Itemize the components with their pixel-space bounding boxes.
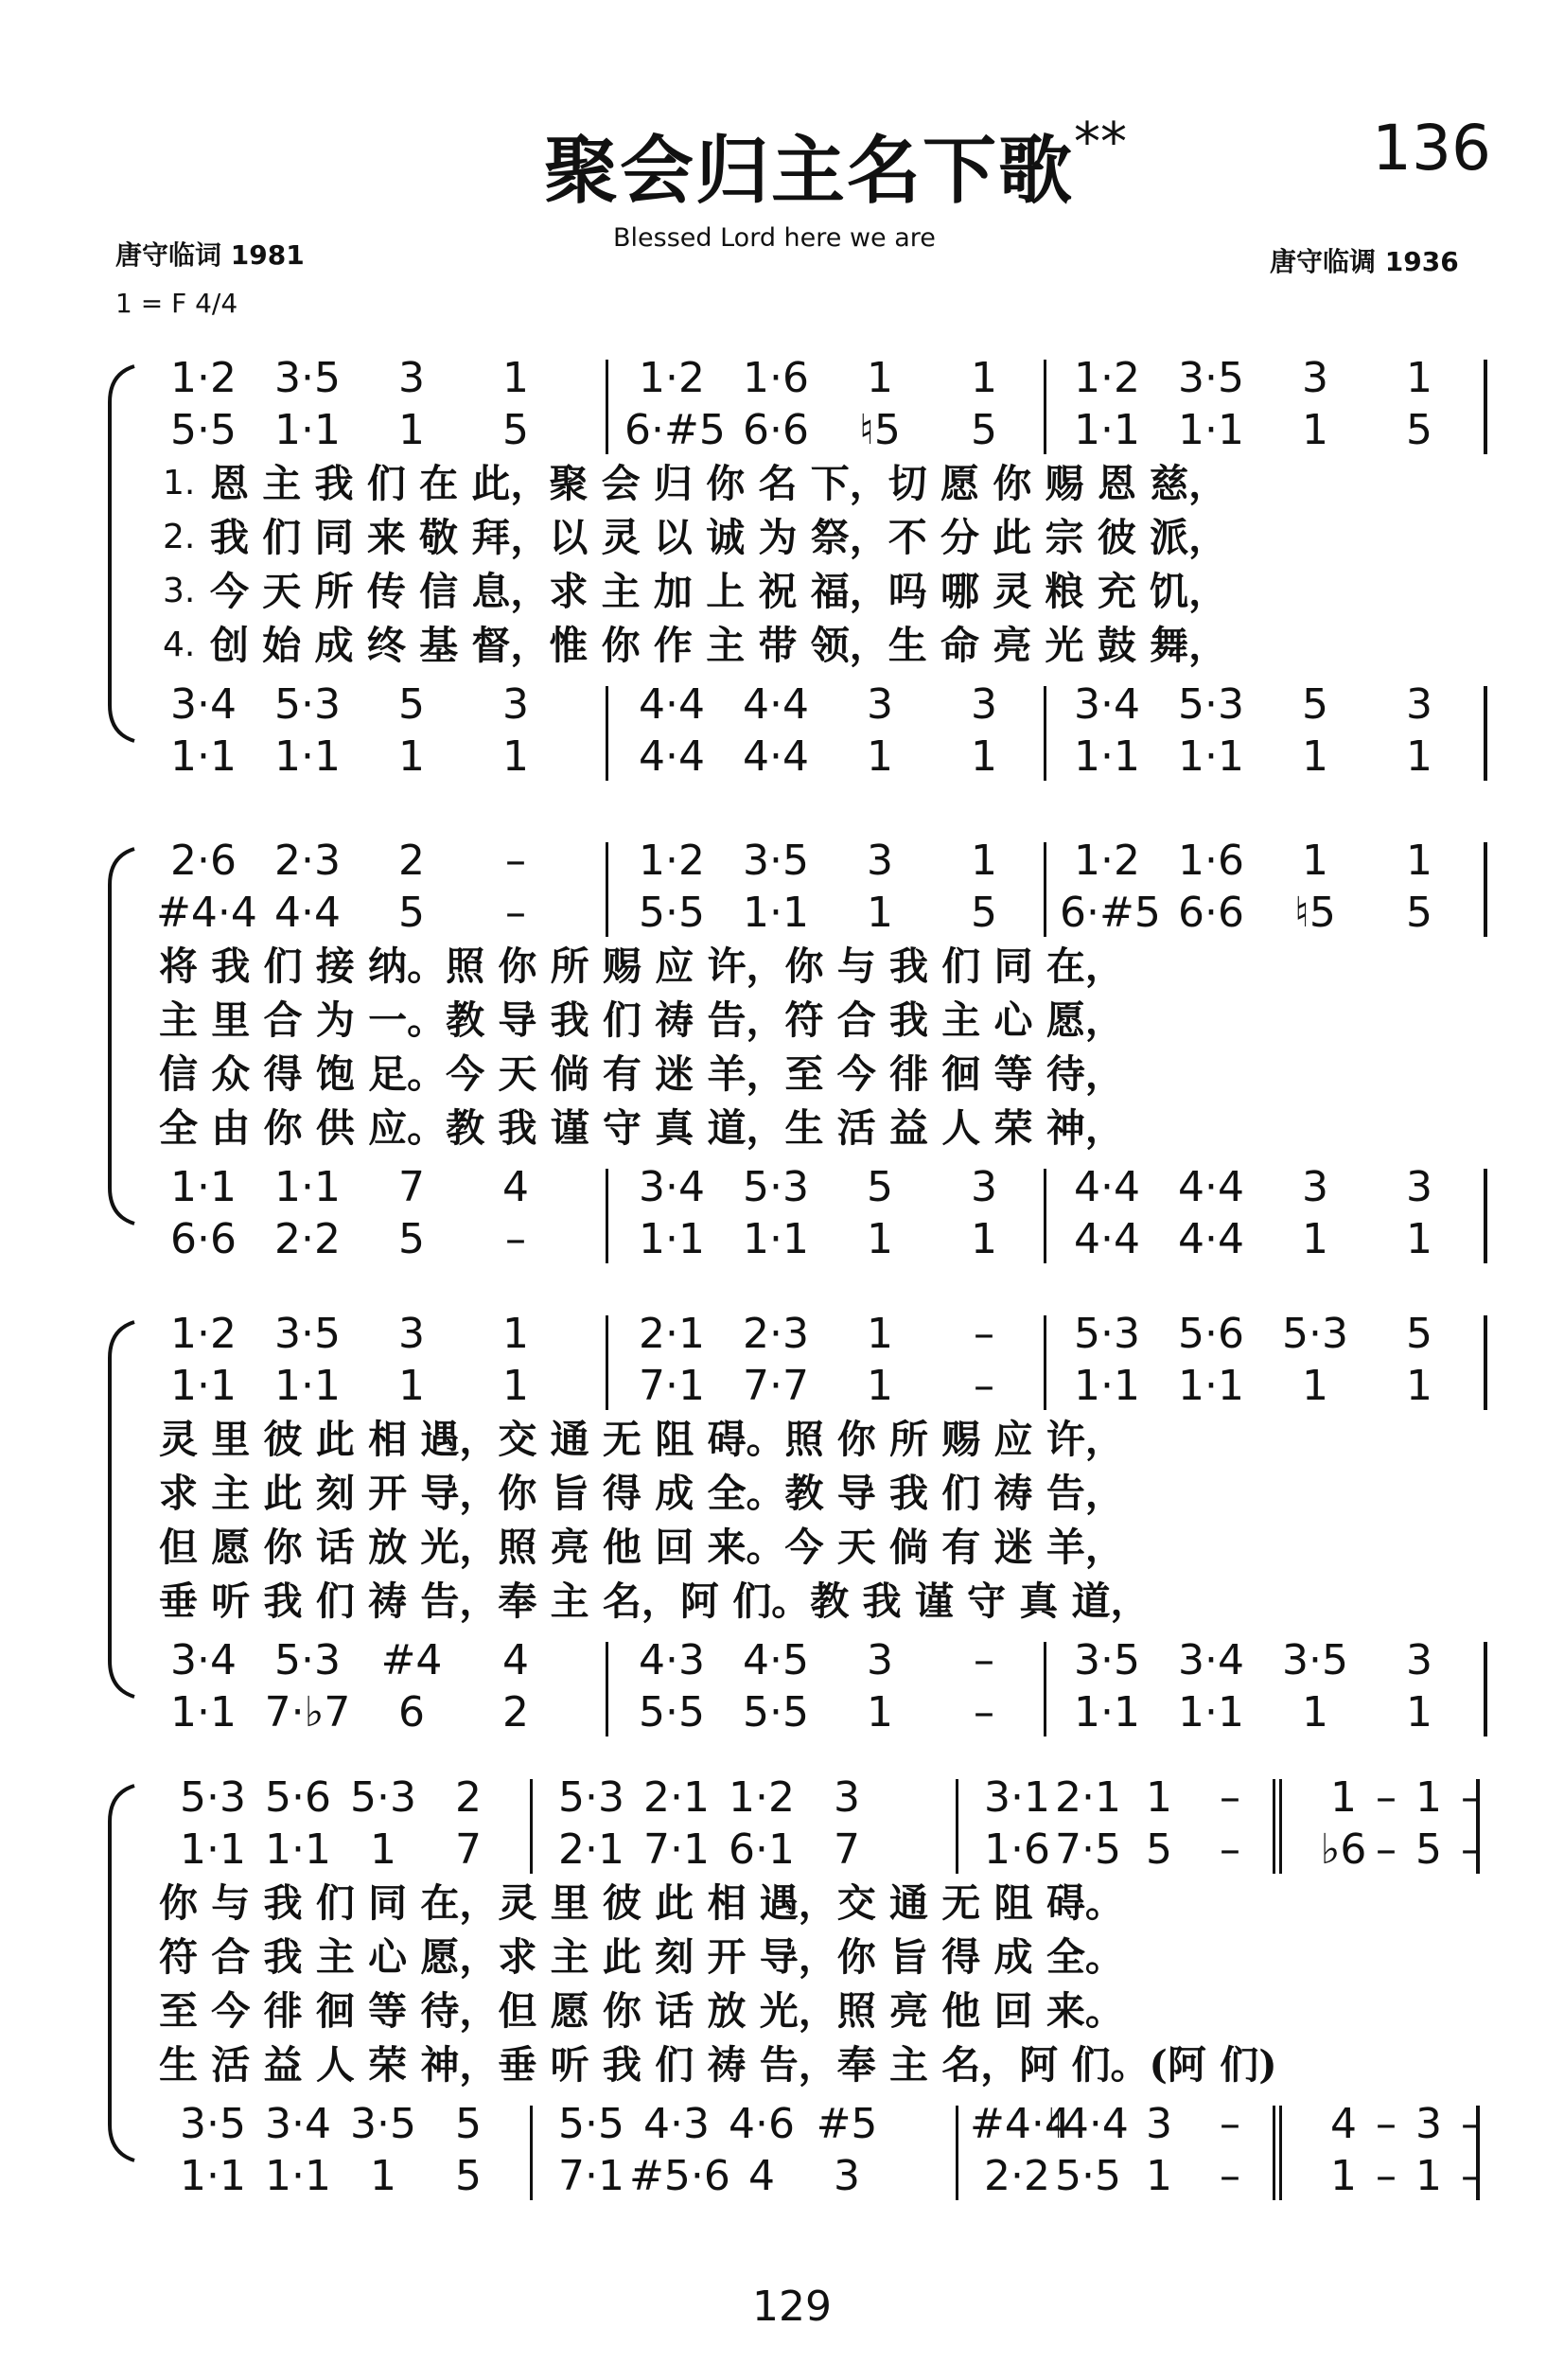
- note: 5·5: [639, 889, 705, 937]
- note: 1: [867, 354, 893, 402]
- lyric-line: 但 愿 你 话 放 光，照 亮 他 回 来。今 天 倘 有 迷 羊，: [159, 1525, 1124, 1570]
- note: 3: [502, 680, 529, 729]
- note: 2·6: [170, 837, 237, 885]
- note: –: [1376, 1825, 1397, 1874]
- note: 1: [1302, 1215, 1328, 1263]
- note: 3·4: [170, 1636, 237, 1684]
- note: 3: [398, 1310, 425, 1358]
- note: 7: [398, 1163, 425, 1211]
- lyric-line: 今 天 所 传 信 息，求 主 加 上 祝 福，吗 哪 灵 粮 充 饥，: [210, 569, 1228, 614]
- note: 3: [834, 1773, 860, 1822]
- key-signature: 1 = F 4/4: [115, 288, 238, 319]
- note: 1: [1406, 1362, 1432, 1410]
- lyric-line: 主 里 合 为 一。教 导 我 们 祷 告，符 合 我 主 心 愿，: [159, 997, 1124, 1043]
- note: 1: [502, 732, 529, 781]
- note: 1: [1330, 1773, 1357, 1822]
- voice-part-row: [0, 1826, 1564, 1874]
- note: 3: [834, 2152, 860, 2200]
- note: 1: [370, 2152, 396, 2200]
- note: 1: [971, 732, 997, 781]
- note: 1: [1406, 732, 1432, 781]
- voice-part-row: [0, 1216, 1564, 1263]
- note: 1: [1302, 1688, 1328, 1737]
- note: 7·7: [743, 1362, 809, 1410]
- hymn-number: 136: [1372, 112, 1491, 185]
- note: 1·1: [274, 1362, 341, 1410]
- note: 1·1: [743, 1215, 809, 1263]
- note: 5·5: [170, 406, 237, 454]
- note: 5: [1415, 1825, 1442, 1874]
- voice-part-row: [0, 837, 1564, 885]
- note: 7·5: [1055, 1825, 1121, 1874]
- note: –: [974, 1636, 994, 1684]
- note: 2·3: [743, 1310, 809, 1358]
- note: –: [1461, 1825, 1482, 1874]
- voice-part-row: [0, 1637, 1564, 1684]
- note: 6·#5: [624, 406, 726, 454]
- note: 1: [1406, 354, 1432, 402]
- note: ♭6: [1320, 1825, 1367, 1874]
- note: 4: [502, 1636, 529, 1684]
- verse-number: 2.: [163, 518, 196, 556]
- note: 1·1: [1178, 1362, 1244, 1410]
- note: 1·2: [639, 354, 705, 402]
- note: 1·1: [743, 889, 809, 937]
- voice-part-row: [0, 355, 1564, 402]
- composer-credit: 唐守临调 1936: [1270, 246, 1459, 277]
- note: 7·1: [643, 1825, 710, 1874]
- lyric-line: 你 与 我 们 同 在，灵 里 彼 此 相 遇，交 通 无 阻 碍。: [159, 1880, 1124, 1926]
- note: 5: [1406, 1310, 1432, 1358]
- note: –: [974, 1688, 994, 1737]
- note: 1: [1302, 837, 1328, 885]
- note: 1·2: [170, 354, 237, 402]
- note: 1·1: [180, 2152, 246, 2200]
- note: 1·1: [170, 1163, 237, 1211]
- note: 1: [867, 1362, 893, 1410]
- note: 3: [867, 680, 893, 729]
- note: 1: [1406, 1215, 1432, 1263]
- note: –: [505, 837, 526, 885]
- note: 1·1: [274, 1163, 341, 1211]
- note: 1: [867, 1310, 893, 1358]
- note: ♮4·4: [1047, 2100, 1129, 2148]
- note: 1: [971, 1215, 997, 1263]
- note: 1·1: [1074, 732, 1140, 781]
- note: 3·5: [180, 2100, 246, 2148]
- note: 1·2: [729, 1773, 795, 1822]
- note: 3·5: [274, 354, 341, 402]
- note: –: [974, 1310, 994, 1358]
- music-system: [0, 355, 1564, 800]
- lyric-line: 将 我 们 接 纳。照 你 所 赐 应 许，你 与 我 们 同 在，: [159, 943, 1124, 989]
- note: 2: [455, 1773, 482, 1822]
- note: 4·5: [743, 1636, 809, 1684]
- note: 5·5: [1055, 2152, 1121, 2200]
- note: 4·6: [729, 2100, 795, 2148]
- note: 1·1: [1074, 1362, 1140, 1410]
- note: 3·4: [1074, 680, 1140, 729]
- note: –: [1220, 1825, 1240, 1874]
- lyric-line: 灵 里 彼 此 相 遇，交 通 无 阻 碍。照 你 所 赐 应 许，: [159, 1417, 1124, 1462]
- note: 5: [1302, 680, 1328, 729]
- note: 1·1: [1074, 1688, 1140, 1737]
- note: 4·4: [743, 732, 809, 781]
- note: 2: [398, 837, 425, 885]
- voice-part-row: [0, 1774, 1564, 1822]
- voice-part-row: [0, 1164, 1564, 1211]
- note: –: [1220, 2100, 1240, 2148]
- voice-part-row: [0, 2101, 1564, 2148]
- note: 5: [971, 889, 997, 937]
- hymn-title: 聚会归主名下歌: [544, 128, 1075, 214]
- note: 1·1: [1178, 406, 1244, 454]
- note: 5: [971, 406, 997, 454]
- note: 7: [455, 1825, 482, 1874]
- note: 1·1: [265, 2152, 331, 2200]
- note: 3·5: [743, 837, 809, 885]
- note: 3: [1146, 2100, 1172, 2148]
- note: 1: [1302, 1362, 1328, 1410]
- note: 1: [867, 1688, 893, 1737]
- note: 5·3: [274, 1636, 341, 1684]
- note: ♮5: [1294, 889, 1336, 937]
- note: 3·5: [350, 2100, 416, 2148]
- note: 4·3: [643, 2100, 710, 2148]
- note: 1: [867, 1215, 893, 1263]
- note: 3·5: [1178, 354, 1244, 402]
- note: 3·5: [1074, 1636, 1140, 1684]
- note: 5: [867, 1163, 893, 1211]
- note: 3·4: [1178, 1636, 1244, 1684]
- note: 1: [502, 1310, 529, 1358]
- note: 3·4: [265, 2100, 331, 2148]
- note: 3: [971, 1163, 997, 1211]
- note: 5: [398, 680, 425, 729]
- note: –: [505, 889, 526, 937]
- note: 1: [1302, 406, 1328, 454]
- note: 5: [1406, 406, 1432, 454]
- note: 2·1: [558, 1825, 624, 1874]
- note: 3·5: [274, 1310, 341, 1358]
- lyric-line: 恩 主 我 们 在 此，聚 会 归 你 名 下，切 愿 你 赐 恩 慈，: [210, 461, 1228, 506]
- note: 4·4: [639, 680, 705, 729]
- note: 4·4: [743, 680, 809, 729]
- note: 1: [1406, 1688, 1432, 1737]
- note: 5·3: [1074, 1310, 1140, 1358]
- note: 1: [1415, 1773, 1442, 1822]
- note: 7: [834, 1825, 860, 1874]
- verse-number: 1.: [163, 464, 196, 502]
- note: 1: [398, 1362, 425, 1410]
- verse-number: 3.: [163, 572, 196, 610]
- note: 3: [1406, 1636, 1432, 1684]
- note: 1: [1415, 2152, 1442, 2200]
- note: 5·3: [180, 1773, 246, 1822]
- note: 5·3: [743, 1163, 809, 1211]
- note: 3: [1302, 354, 1328, 402]
- note: 1·2: [639, 837, 705, 885]
- note: 2·1: [1055, 1773, 1121, 1822]
- note: 2: [502, 1688, 529, 1737]
- note: 5·3: [274, 680, 341, 729]
- note: 4·4: [1074, 1215, 1140, 1263]
- note: 1·1: [170, 1688, 237, 1737]
- note: 5·5: [639, 1688, 705, 1737]
- note: 1: [1302, 732, 1328, 781]
- note: 3: [1406, 680, 1432, 729]
- voice-part-row: [0, 1689, 1564, 1737]
- note: 1·6: [1178, 837, 1244, 885]
- note: 6·1: [729, 1825, 795, 1874]
- voice-part-row: [0, 2153, 1564, 2200]
- lyric-line: 求 主 此 刻 开 导，你 旨 得 成 全。教 导 我 们 祷 告，: [159, 1471, 1124, 1516]
- note: 1·1: [170, 1362, 237, 1410]
- note: 1·1: [274, 732, 341, 781]
- note: 7·1: [558, 2152, 624, 2200]
- note: 5: [502, 406, 529, 454]
- note: 1: [1146, 2152, 1172, 2200]
- lyric-line: 生 活 益 人 荣 神，垂 听 我 们 祷 告，奉 主 名，阿 们。(阿 们): [159, 2042, 1277, 2088]
- note: 1: [370, 1825, 396, 1874]
- note: –: [1461, 1773, 1482, 1822]
- note: 3·4: [639, 1163, 705, 1211]
- note: 2·2: [274, 1215, 341, 1263]
- note: 1: [971, 837, 997, 885]
- note: 1·1: [170, 732, 237, 781]
- note: 3: [1415, 2100, 1442, 2148]
- note: 3·4: [170, 680, 237, 729]
- note: 5: [398, 889, 425, 937]
- note: 2·1: [639, 1310, 705, 1358]
- note: #4·4: [970, 2100, 1071, 2148]
- note: 1·2: [170, 1310, 237, 1358]
- note: 2·1: [643, 1773, 710, 1822]
- note: 1: [398, 732, 425, 781]
- note: 3·1: [984, 1773, 1050, 1822]
- note: 6·6: [1178, 889, 1244, 937]
- note: 4·4: [1178, 1163, 1244, 1211]
- note: 5: [455, 2152, 482, 2200]
- title-asterisks: **: [1074, 112, 1127, 173]
- music-system: [0, 1311, 1564, 1755]
- note: 2·3: [274, 837, 341, 885]
- note: 1·1: [274, 406, 341, 454]
- note: 1·1: [180, 1825, 246, 1874]
- note: 5: [1146, 1825, 1172, 1874]
- note: 7·♭7: [264, 1688, 351, 1737]
- note: 1: [1330, 2152, 1357, 2200]
- page-number: 129: [752, 2283, 832, 2331]
- note: 1·6: [984, 1825, 1050, 1874]
- note: 4·4: [1074, 1163, 1140, 1211]
- music-system: [0, 837, 1564, 1282]
- lyric-line: 垂 听 我 们 祷 告，奉 主 名，阿 们。教 我 谨 守 真 道，: [159, 1578, 1150, 1624]
- lyric-line: 我 们 同 来 敬 拜，以 灵 以 诚 为 祭，不 分 此 宗 彼 派，: [210, 515, 1228, 560]
- note: 1·1: [265, 1825, 331, 1874]
- note: –: [974, 1362, 994, 1410]
- note: 5·6: [265, 1773, 331, 1822]
- note: 1: [867, 889, 893, 937]
- note: –: [1461, 2152, 1482, 2200]
- note: 5: [455, 2100, 482, 2148]
- note: 4·4: [274, 889, 341, 937]
- note: #5: [816, 2100, 878, 2148]
- note: 3: [867, 837, 893, 885]
- note: #4: [380, 1636, 443, 1684]
- note: 1: [398, 406, 425, 454]
- note: 5·3: [558, 1773, 624, 1822]
- note: 6: [398, 1688, 425, 1737]
- note: 4: [502, 1163, 529, 1211]
- note: –: [505, 1215, 526, 1263]
- note: –: [1376, 2152, 1397, 2200]
- lyric-line: 符 合 我 主 心 愿，求 主 此 刻 开 导，你 旨 得 成 全。: [159, 1934, 1124, 1980]
- note: 1·2: [1074, 354, 1140, 402]
- note: 3: [971, 680, 997, 729]
- voice-part-row: [0, 407, 1564, 454]
- lyricist-credit: 唐守临词 1981: [115, 239, 305, 271]
- note: 5·6: [1178, 1310, 1244, 1358]
- note: 1: [1406, 837, 1432, 885]
- note: 5: [1406, 889, 1432, 937]
- note: 1·1: [639, 1215, 705, 1263]
- note: 5·3: [1282, 1310, 1348, 1358]
- note: 4: [1330, 2100, 1357, 2148]
- note: 6·6: [743, 406, 809, 454]
- voice-part-row: [0, 1311, 1564, 1358]
- music-system: [0, 1774, 1564, 2219]
- note: 3: [867, 1636, 893, 1684]
- note: ♮5: [859, 406, 901, 454]
- note: 5: [398, 1215, 425, 1263]
- note: 3: [1302, 1163, 1328, 1211]
- note: 4·4: [1178, 1215, 1244, 1263]
- note: 3·5: [1282, 1636, 1348, 1684]
- note: 1·2: [1074, 837, 1140, 885]
- note: 5·5: [743, 1688, 809, 1737]
- lyric-line: 创 始 成 终 基 督，惟 你 作 主 带 领，生 命 亮 光 鼓 舞，: [210, 623, 1228, 668]
- voice-part-row: [0, 1363, 1564, 1410]
- note: 2·2: [984, 2152, 1050, 2200]
- note: 3: [398, 354, 425, 402]
- note: 4: [748, 2152, 775, 2200]
- note: 7·1: [639, 1362, 705, 1410]
- note: 6·6: [170, 1215, 237, 1263]
- voice-part-row: [0, 890, 1564, 937]
- note: 1: [971, 354, 997, 402]
- note: –: [1220, 2152, 1240, 2200]
- note: 1·1: [1074, 406, 1140, 454]
- english-subtitle: Blessed Lord here we are: [613, 223, 936, 253]
- note: 3: [1406, 1163, 1432, 1211]
- note: 1·6: [743, 354, 809, 402]
- note: 1: [1146, 1773, 1172, 1822]
- note: 4·3: [639, 1636, 705, 1684]
- note: –: [1220, 1773, 1240, 1822]
- note: –: [1376, 1773, 1397, 1822]
- note: 4·4: [639, 732, 705, 781]
- verse-number: 4.: [163, 626, 196, 664]
- note: 1·1: [1178, 732, 1244, 781]
- note: 5·5: [558, 2100, 624, 2148]
- lyric-line: 全 由 你 供 应。教 我 谨 守 真 道，生 活 益 人 荣 神，: [159, 1105, 1124, 1151]
- note: –: [1376, 2100, 1397, 2148]
- note: 5·3: [350, 1773, 416, 1822]
- note: 5·3: [1178, 680, 1244, 729]
- note: 6·#5: [1060, 889, 1161, 937]
- note: #4·4: [156, 889, 257, 937]
- note: –: [1461, 2100, 1482, 2148]
- note: #5·6: [629, 2152, 730, 2200]
- lyric-line: 至 今 徘 徊 等 待，但 愿 你 话 放 光，照 亮 他 回 来。: [159, 1988, 1124, 2034]
- note: 1: [867, 732, 893, 781]
- lyric-line: 信 众 得 饱 足。今 天 倘 有 迷 羊，至 今 徘 徊 等 待，: [159, 1051, 1124, 1097]
- voice-part-row: [0, 681, 1564, 729]
- note: 1: [502, 1362, 529, 1410]
- note: 1: [502, 354, 529, 402]
- note: 1·1: [1178, 1688, 1244, 1737]
- voice-part-row: [0, 733, 1564, 781]
